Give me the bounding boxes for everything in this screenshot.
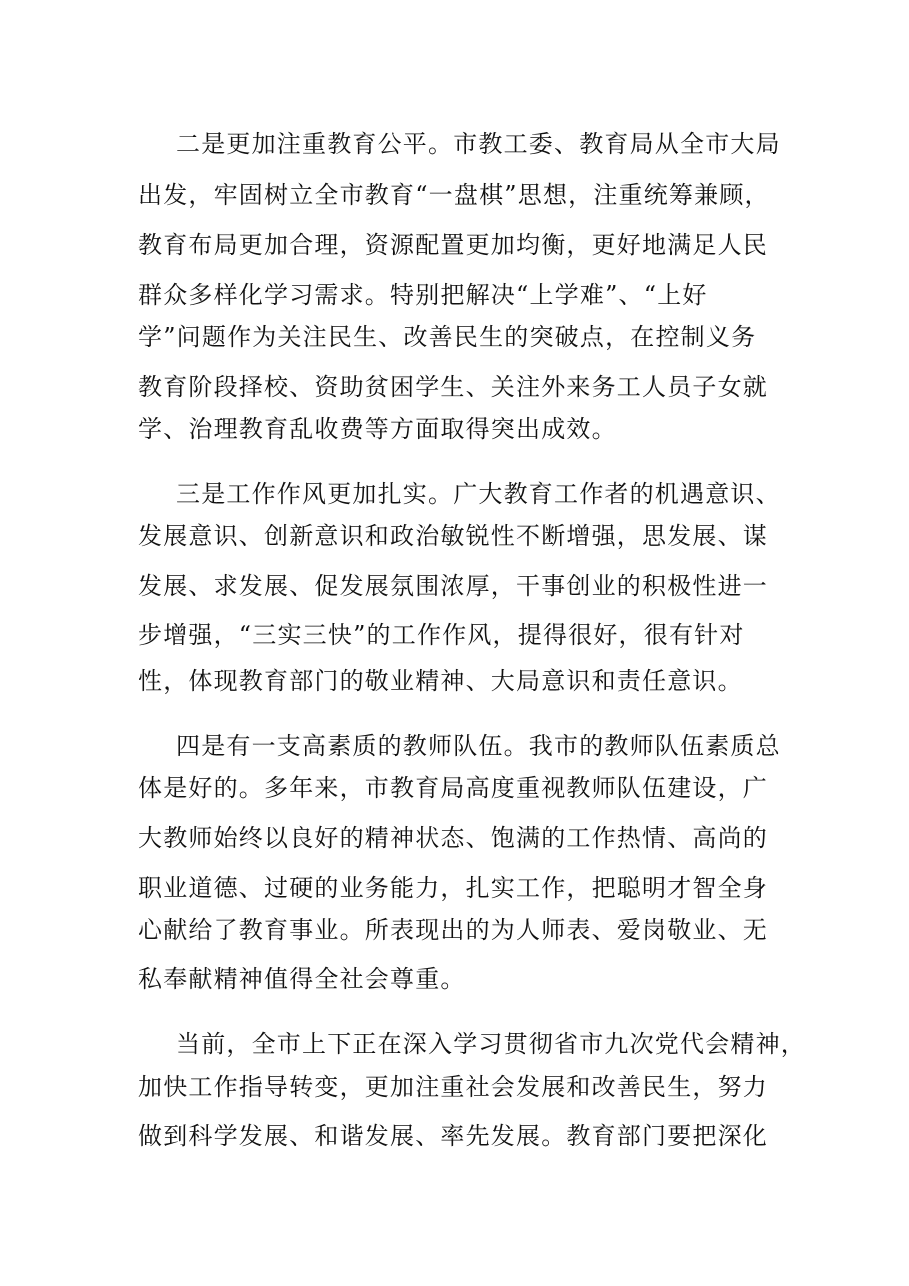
text-line: 大教师始终以良好的精神状态、饱满的工作热情、高尚的	[138, 824, 768, 852]
text-line: 教育布局更加合理，资源配置更加均衡，更好地满足人民	[138, 231, 768, 259]
text-line: 体是好的。多年来，市教育局高度重视教师队伍建设，广	[138, 774, 768, 802]
text-line: 三是工作作风更加扎实。广大教育工作者的机遇意识、	[176, 480, 781, 508]
text-line: 做到科学发展、和谐发展、率先发展。教育部门要把深化	[138, 1122, 768, 1150]
text-line: 心献给了教育事业。所表现出的为人师表、爱岗敬业、无	[138, 916, 768, 944]
text-line: 性，体现教育部门的敬业精神、大局意识和责任意识。	[138, 667, 743, 695]
text-line: 私奉献精神值得全社会尊重。	[138, 965, 466, 993]
text-line: 步增强，“三实三快”的工作作风，提得很好，很有针对	[138, 621, 745, 649]
text-line: 教育阶段择校、资助贫困学生、关注外来务工人员子女就	[138, 373, 768, 401]
text-line: 当前，全市上下正在深入学习贯彻省市九次党代会精神，	[176, 1030, 806, 1058]
text-line: 四是有一支高素质的教师队伍。我市的教师队伍素质总	[176, 732, 781, 760]
text-line: 二是更加注重教育公平。市教工委、教育局从全市大局	[176, 130, 781, 158]
text-line: 学、治理教育乱收费等方面取得突出成效。	[138, 415, 617, 443]
text-line: 出发，牢固树立全市教育“一盘棋”思想，注重统筹兼顾，	[138, 181, 770, 209]
text-line: 群众多样化学习需求。特别把解决“上学难”、“上好	[138, 281, 708, 309]
text-line: 学”问题作为关注民生、改善民生的突破点，在控制义务	[138, 323, 757, 351]
text-line: 加快工作指导转变，更加注重社会发展和改善民生，努力	[138, 1073, 768, 1101]
text-line: 职业道德、过硬的业务能力，扎实工作，把聪明才智全身	[138, 874, 768, 902]
text-line: 发展意识、创新意识和政治敏锐性不断增强，思发展、谋	[138, 522, 768, 550]
text-line: 发展、求发展、促发展氛围浓厚，干事创业的积极性进一	[138, 572, 768, 600]
